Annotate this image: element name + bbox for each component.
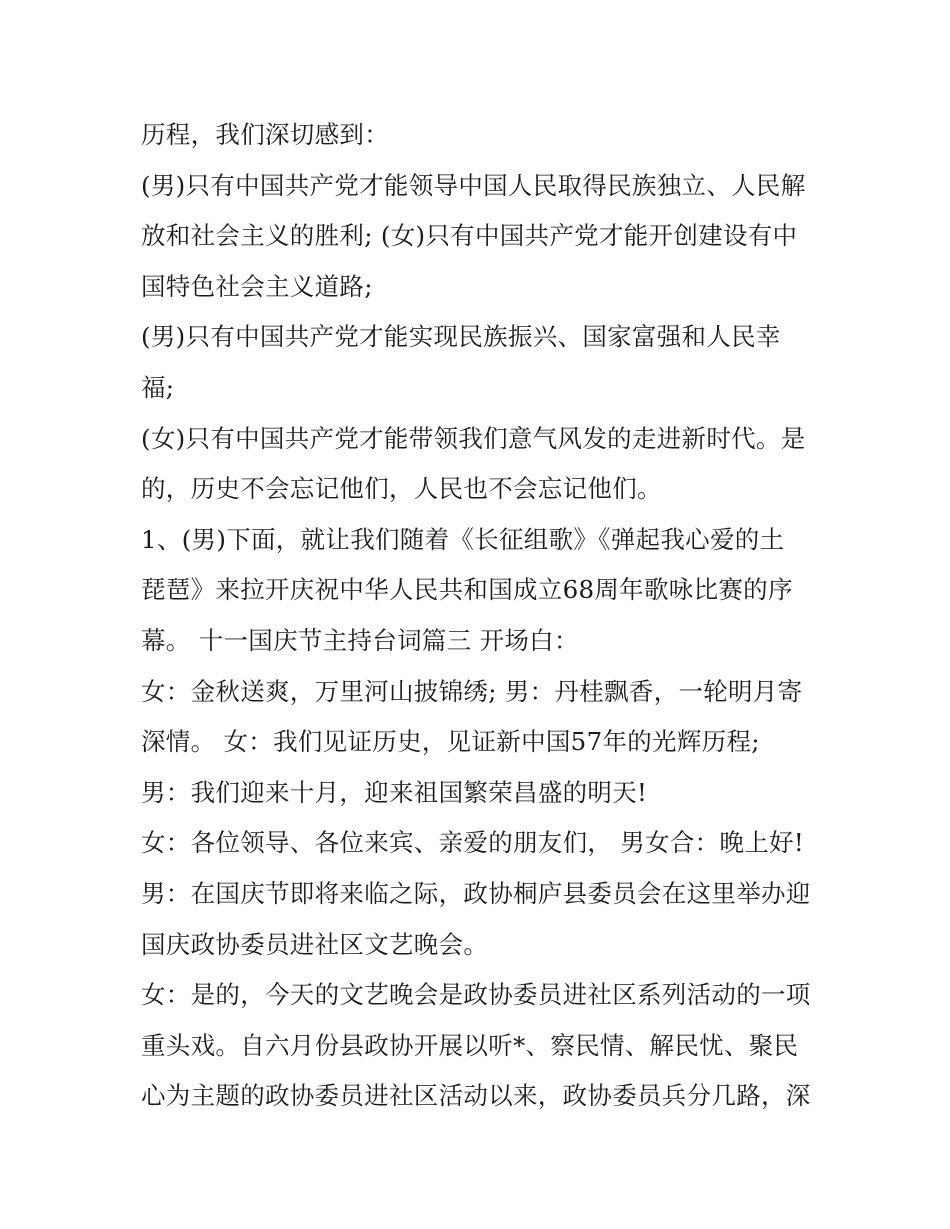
- text-line: 国庆政协委员进社区文艺晚会。: [141, 929, 489, 959]
- text-line: 历程，我们深切感到：: [141, 120, 389, 149]
- text-line: 深情。 女：我们见证历史，见证新中国57年的光辉历程;: [141, 727, 760, 757]
- text-line: (女)只有中国共产党才能带领我们意气风发的走进新时代。是: [141, 423, 806, 453]
- text-line: 国特色社会主义道路;: [141, 271, 373, 301]
- text-line: 的，历史不会忘记他们，人民也不会忘记他们。: [141, 474, 662, 504]
- text-line: (男)只有中国共产党才能领导中国人民取得民族独立、人民解: [141, 170, 806, 200]
- text-line: 男：我们迎来十月，迎来祖国繁荣昌盛的明天!: [141, 777, 648, 807]
- text-line: 琵琶》来拉开庆祝中华人民共和国成立68周年歌咏比赛的序: [141, 575, 793, 605]
- text-line: 幕。 十一国庆节主持台词篇三 开场白：: [141, 625, 579, 655]
- text-line: (男)只有中国共产党才能实现民族振兴、国家富强和人民幸: [141, 322, 781, 352]
- text-line: 男：在国庆节即将来临之际，政协桐庐县委员会在这里举办迎: [141, 878, 811, 908]
- text-line: 福;: [141, 372, 175, 402]
- text-line: 心为主题的政协委员进社区活动以来，政协委员兵分几路，深: [141, 1081, 811, 1111]
- text-line: 1、(男)下面，就让我们随着《长征组歌》《弹起我心爱的土: [141, 524, 785, 554]
- text-line: 女：是的，今天的文艺晚会是政协委员进社区系列活动的一项: [141, 980, 811, 1010]
- text-line: 女：各位领导、各位来宾、亲爱的朋友们， 男女合：晚上好!: [141, 828, 805, 858]
- text-line: 女：金秋送爽，万里河山披锦绣; 男：丹桂飘香，一轮明月寄: [141, 676, 803, 706]
- text-line: 放和社会主义的胜利; (女)只有中国共产党才能开创建设有中: [141, 221, 798, 251]
- text-line: 重头戏。自六月份县政协开展以听*、察民情、解民忧、聚民: [141, 1030, 799, 1060]
- body-text: [141, 110, 821, 1122]
